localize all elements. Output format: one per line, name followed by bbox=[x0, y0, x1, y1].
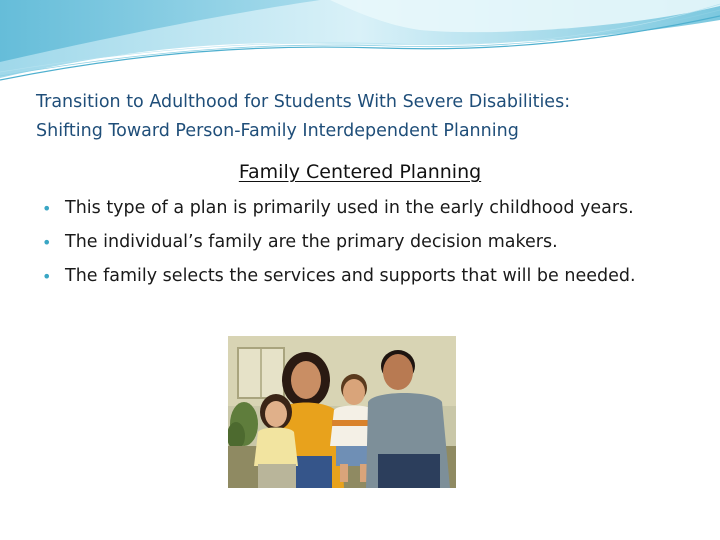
slide-title-line-1: Transition to Adulthood for Students With Severe Disabilities: bbox=[36, 92, 571, 112]
bullet-dot-icon: • bbox=[42, 199, 52, 218]
slide-title bbox=[36, 88, 686, 146]
bullet-item bbox=[40, 262, 680, 291]
bullet-text: The individual’s family are the primary decision makers. bbox=[65, 232, 558, 252]
family-photo bbox=[228, 336, 456, 488]
bullet-list bbox=[40, 194, 680, 296]
slide-title-line-2: Shifting Toward Person-Family Interdependent Planning bbox=[36, 121, 519, 141]
bullet-text: This type of a plan is primarily used in the early childhood years. bbox=[65, 198, 634, 218]
top-wave-decoration bbox=[0, 0, 720, 90]
bullet-dot-icon: • bbox=[42, 267, 52, 286]
bullet-item bbox=[40, 194, 680, 223]
bullet-item bbox=[40, 228, 680, 257]
bullet-text: The family selects the services and supports that will be needed. bbox=[65, 266, 636, 286]
bullet-dot-icon: • bbox=[42, 233, 52, 252]
section-heading: Family Centered Planning bbox=[238, 161, 482, 183]
